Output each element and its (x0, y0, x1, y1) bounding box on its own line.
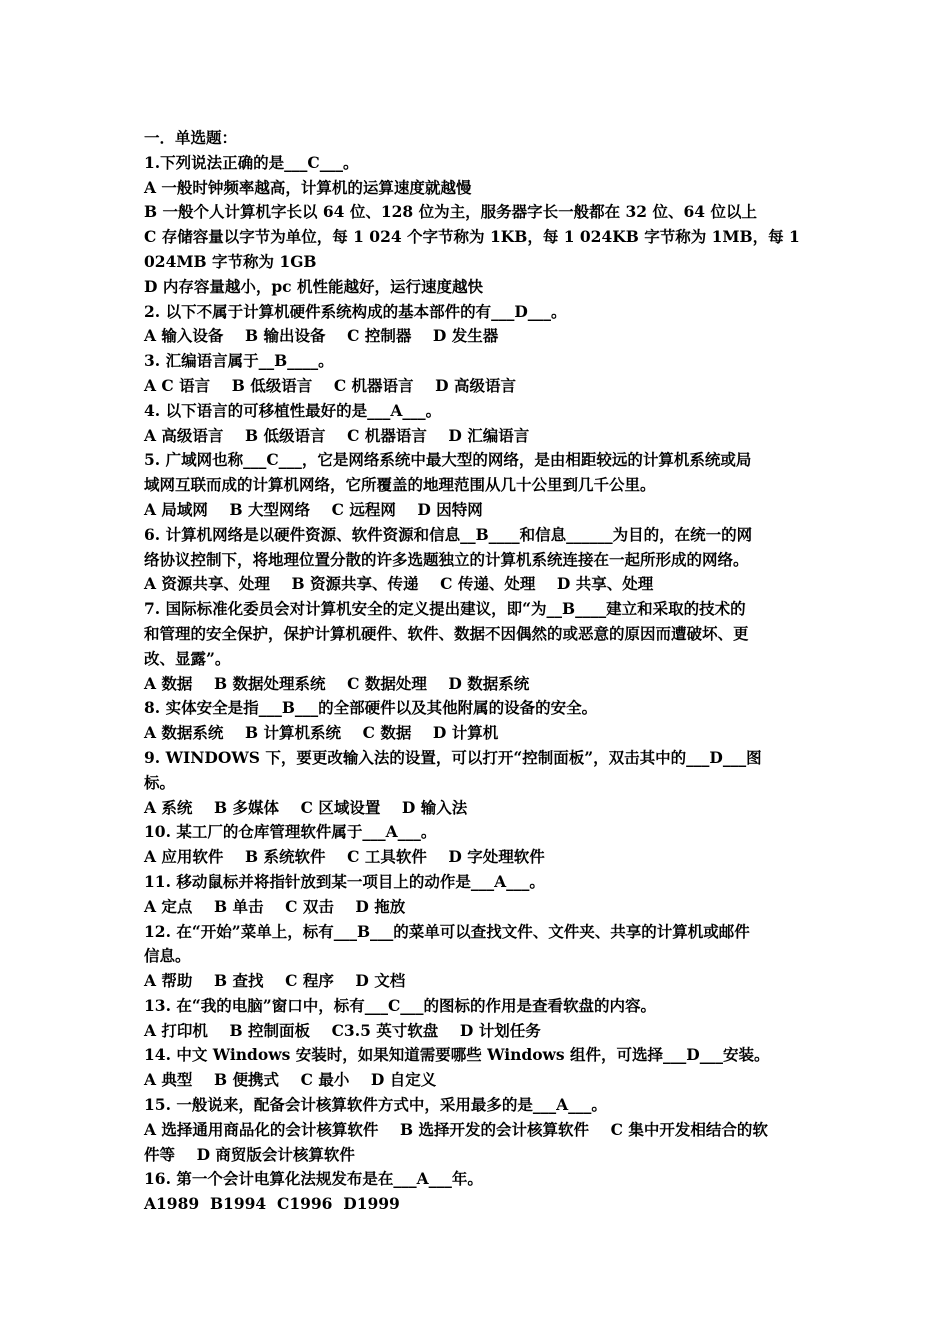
question-line: 13. 在“我的电脑”窗口中，标有___C___的图标的作用是查看软盘的内容。 (144, 995, 657, 1015)
question-line: 和管理的安全保护，保护计算机硬件、软件、数据不因偶然的或恶意的原因而遭破坏、更 (144, 623, 749, 643)
option-line: A 典型 B 便携式 C 最小 D 自定义 (144, 1070, 437, 1090)
question-line: 改、显露”。 (144, 648, 231, 668)
option-line: A 数据系统 B 计算机系统 C 数据 D 计算机 (144, 723, 499, 743)
option-line: A C 语言 B 低级语言 C 机器语言 D 高级语言 (144, 375, 516, 395)
question-line: 标。 (144, 772, 176, 792)
option-line: A 打印机 B 控制面板 C3.5 英寸软盘 D 计划任务 (144, 1020, 541, 1040)
option-line: A 定点 B 单击 C 双击 D 拖放 (144, 896, 406, 916)
question-line: 12. 在“开始”菜单上，标有___B___的菜单可以查找文件、文件夹、共享的计算机或邮件 (144, 921, 750, 941)
option-line: 件等 D 商贸版会计核算软件 (144, 1144, 355, 1164)
option-line: A 选择通用商品化的会计核算软件 B 选择开发的会计核算软件 C 集中开发相结合的软 (144, 1119, 768, 1139)
question-line: 7. 国际标准化委员会对计算机安全的定义提出建议，即“为__B____建立和采取的技术的 (144, 599, 746, 619)
option-line: 024MB 字节称为 1GB (144, 251, 317, 271)
question-line: 3. 汇编语言属于__B____。 (144, 351, 334, 371)
question-line: 域网互联而成的计算机网络，它所覆盖的地理范围从几十公里到几千公里。 (144, 475, 656, 495)
section-heading: 一．单选题： (144, 128, 238, 147)
question-line: 16. 第一个会计电算化法规发布是在___A___年。 (144, 1169, 483, 1189)
question-line: 11. 移动鼠标并将指针放到某一项目上的动作是___A___。 (144, 871, 545, 891)
option-line: A 帮助 B 查找 C 程序 D 文档 (144, 971, 406, 991)
option-line: D 内存容量越小，pc 机性能越好，运行速度越快 (144, 276, 484, 296)
question-line: 4. 以下语言的可移植性最好的是___A___。 (144, 400, 442, 420)
question-line: 15. 一般说来，配备会计核算软件方式中，采用最多的是___A___。 (144, 1095, 607, 1115)
option-line: A 一般时钟频率越高，计算机的运算速度就越慢 (144, 177, 472, 197)
question-line: 8. 实体安全是指___B___的全部硬件以及其他附属的设备的安全。 (144, 698, 598, 718)
option-line: A1989 B1994 C1996 D1999 (144, 1194, 400, 1214)
question-line: 9. WINDOWS 下，要更改输入法的设置，可以打开“控制面板”，双击其中的___D___图 (144, 747, 762, 767)
question-line: 络协议控制下，将地理位置分散的许多选题独立的计算机系统连接在一起所形成的网络。 (144, 549, 749, 569)
option-line: A 系统 B 多媒体 C 区域设置 D 输入法 (144, 797, 468, 817)
document-body (144, 126, 814, 1217)
option-line: C 存储容量以字节为单位，每 1 024 个字节称为 1KB，每 1 024KB 字节称为 1MB，每 1 (144, 227, 800, 247)
option-line: A 资源共享、处理 B 资源共享、传递 C 传递、处理 D 共享、处理 (144, 574, 654, 594)
option-line: B 一般个人计算机字长以 64 位、128 位为主，服务器字长一般都在 32 位、64 位以上 (144, 202, 757, 222)
option-line: A 数据 B 数据处理系统 C 数据处理 D 数据系统 (144, 673, 530, 693)
question-line: 2. 以下不属于计算机硬件系统构成的基本部件的有___D___。 (144, 301, 567, 321)
option-line: A 局域网 B 大型网络 C 远程网 D 因特网 (144, 499, 483, 519)
question-line: 6. 计算机网络是以硬件资源、软件资源和信息__B____和信息______为目的，在统一的网 (144, 524, 753, 544)
question-line: 14. 中文 Windows 安装时，如果知道需要哪些 Windows 组件，可选择___D___安装。 (144, 1045, 770, 1065)
question-line: 10. 某工厂的仓库管理软件属于___A___。 (144, 822, 437, 842)
option-line: A 输入设备 B 输出设备 C 控制器 D 发生器 (144, 326, 499, 346)
question-line: 信息。 (144, 946, 191, 966)
option-line: A 应用软件 B 系统软件 C 工具软件 D 字处理软件 (144, 847, 545, 867)
option-line: A 高级语言 B 低级语言 C 机器语言 D 汇编语言 (144, 425, 530, 445)
question-line: 5. 广域网也称___C___，它是网络系统中最大型的网络，是由相距较远的计算机系统或局 (144, 450, 752, 470)
question-line: 1.下列说法正确的是___C___。 (144, 152, 359, 172)
